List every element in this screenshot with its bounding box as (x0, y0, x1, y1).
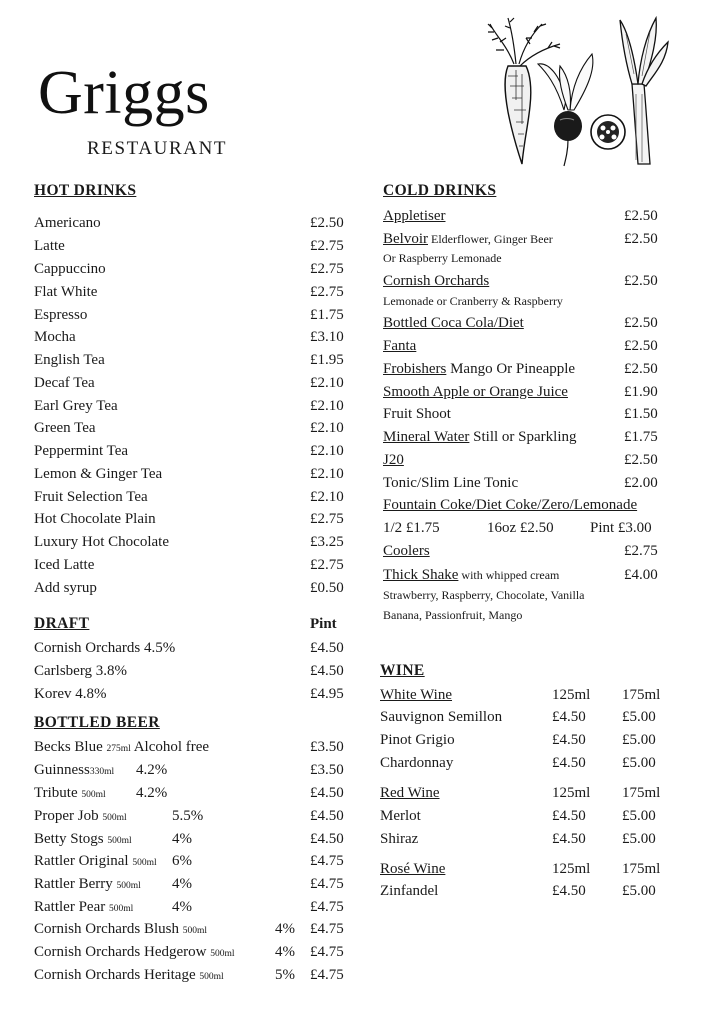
item-description: with whipped cream (458, 568, 560, 582)
item-size: 500ml (210, 949, 235, 959)
menu-item (34, 738, 344, 758)
wine-item (380, 882, 656, 900)
rose-wine-header (380, 860, 661, 878)
item-price: £4.75 (310, 967, 344, 983)
menu-item (383, 474, 658, 492)
menu-item (34, 328, 344, 346)
item-name: English Tea (34, 352, 105, 368)
item-price: £2.10 (310, 466, 344, 482)
menu-item (34, 943, 344, 963)
item-price: £3.10 (310, 329, 344, 345)
item-name: Proper Job (34, 808, 103, 824)
item-name: Cornish Orchards (383, 273, 490, 289)
menu-item (34, 966, 344, 986)
item-abv: 5% (275, 967, 295, 983)
item-price: £2.50 (624, 361, 658, 377)
item-description: Still or Sparkling (469, 429, 577, 445)
item-price: £4.75 (310, 921, 344, 937)
red-wine-header (380, 784, 661, 802)
item-abv: 6% (172, 853, 192, 869)
menu-item (34, 852, 344, 872)
item-note: Alcohol free (130, 739, 210, 755)
menu-item (34, 465, 344, 483)
menu-item (34, 283, 344, 301)
price-125: £4.50 (552, 709, 586, 725)
item-note: Strawberry, Raspberry, Chocolate, Vanilla (383, 588, 585, 602)
menu-item (34, 237, 344, 255)
menu-item (34, 374, 344, 392)
price-125: £4.50 (552, 831, 586, 847)
menu-item (383, 451, 658, 469)
wine-type-label: Rosé Wine (380, 861, 446, 877)
item-price: £2.75 (310, 238, 344, 254)
item-price: £3.50 (310, 762, 344, 778)
menu-item (34, 761, 344, 781)
item-name: Latte (34, 238, 65, 254)
item-name: Mocha (34, 329, 76, 345)
menu-item (383, 566, 658, 584)
wine-item (380, 731, 656, 749)
item-name: Thick Shake (383, 567, 459, 583)
menu-item (383, 383, 658, 401)
wine-item (380, 754, 656, 772)
item-name: Peppermint Tea (34, 443, 129, 459)
size-125-header: 125ml (552, 785, 591, 801)
menu-item (383, 405, 658, 423)
item-name: Carlsberg 3.8% (34, 663, 128, 679)
price-175: £5.00 (622, 808, 656, 824)
menu-item (34, 807, 344, 827)
item-abv: 4% (172, 876, 192, 892)
price-175: £5.00 (622, 883, 656, 899)
menu-item (34, 419, 344, 437)
menu-item (34, 662, 344, 680)
menu-item (34, 920, 344, 940)
item-price: £2.50 (624, 338, 658, 354)
fountain-prices (383, 519, 652, 537)
item-price: £4.75 (310, 876, 344, 892)
menu-item (34, 533, 344, 551)
item-size: 500ml (132, 858, 157, 868)
item-name: Hot Chocolate Plain (34, 511, 156, 527)
item-name: Flat White (34, 284, 98, 300)
item-note: Lemonade or Cranberry & Raspberry (383, 294, 563, 308)
item-name: Guinness (34, 762, 90, 778)
item-abv: 4% (172, 899, 192, 915)
item-name: J20 (383, 452, 404, 468)
price-175: £5.00 (622, 755, 656, 771)
item-note: Or Raspberry Lemonade (383, 251, 502, 265)
item-size: 330ml (89, 767, 115, 777)
wine-name: Chardonnay (380, 755, 454, 771)
price-175: £5.00 (622, 732, 656, 748)
menu-item (34, 306, 344, 324)
item-price: £4.50 (310, 831, 344, 847)
item-name: Coolers (383, 543, 430, 559)
item-price: £1.50 (624, 406, 658, 422)
pint-price: Pint £3.00 (590, 520, 652, 536)
item-name: Fountain Coke/Diet Coke/Zero/Lemonade (383, 497, 638, 513)
menu-item (383, 360, 658, 378)
menu-item (383, 496, 637, 514)
half-price: 1/2 £1.75 (383, 520, 440, 536)
item-price: £4.75 (310, 853, 344, 869)
item-name: Tribute (34, 785, 82, 801)
item-name: Fruit Selection Tea (34, 489, 148, 505)
white-wine-header (380, 686, 661, 704)
wine-name: Shiraz (380, 831, 419, 847)
item-price: £2.10 (310, 420, 344, 436)
menu-item (383, 314, 658, 332)
size-175-header: 175ml (622, 785, 661, 801)
menu-item (383, 207, 658, 225)
restaurant-name: Griggs (38, 59, 210, 127)
item-price: £4.00 (624, 567, 658, 583)
menu-item (34, 260, 344, 278)
item-name: Mineral Water (383, 429, 470, 445)
item-price: £2.10 (310, 375, 344, 391)
item-price: £2.75 (624, 543, 658, 559)
item-size: 500ml (81, 790, 106, 800)
item-name: Tonic/Slim Line Tonic (383, 475, 519, 491)
item-price: £0.50 (310, 580, 344, 596)
price-175: £5.00 (622, 831, 656, 847)
item-price: £2.00 (624, 475, 658, 491)
size-125-header: 125ml (552, 687, 591, 703)
item-price: £2.75 (310, 261, 344, 277)
item-price: £4.75 (310, 944, 344, 960)
item-name: Cappuccino (34, 261, 106, 277)
wine-item (380, 708, 656, 726)
item-name: Iced Latte (34, 557, 95, 573)
item-size: 500ml (107, 836, 132, 846)
item-name: Cornish Orchards Hedgerow (34, 944, 211, 960)
item-name: Rattler Pear (34, 899, 109, 915)
item-name: Rattler Original (34, 853, 133, 869)
item-price: £2.50 (624, 315, 658, 331)
item-name: Cornish Orchards 4.5% (34, 640, 176, 656)
price-125: £4.50 (552, 883, 586, 899)
price-125: £4.50 (552, 755, 586, 771)
item-price: £1.90 (624, 384, 658, 400)
menu-item (34, 639, 344, 657)
menu-item (34, 898, 344, 918)
item-price: £4.75 (310, 899, 344, 915)
size-175-header: 175ml (622, 861, 661, 877)
item-abv: 4% (275, 921, 295, 937)
item-name: Cornish Orchards Blush (34, 921, 183, 937)
item-name: Decaf Tea (34, 375, 95, 391)
item-abv: 4% (172, 831, 192, 847)
item-name: Cornish Orchards Heritage (34, 967, 200, 983)
item-name: Earl Grey Tea (34, 398, 118, 414)
item-price: £2.75 (310, 557, 344, 573)
item-size: 500ml (116, 881, 141, 891)
menu-item (383, 428, 658, 446)
item-name: Lemon & Ginger Tea (34, 466, 163, 482)
item-size: 500ml (108, 904, 134, 914)
cold-drinks-heading: COLD DRINKS (383, 182, 497, 199)
draft-heading: DRAFT (34, 615, 90, 632)
price-125: £4.50 (552, 732, 586, 748)
item-size: 500ml (199, 972, 224, 982)
menu-item (34, 488, 344, 506)
item-price: £2.10 (310, 489, 344, 505)
menu-item (383, 230, 658, 248)
bottled-beer-heading: BOTTLED BEER (34, 714, 160, 731)
item-name: Smooth Apple or Orange Juice (383, 384, 568, 400)
item-price: £2.75 (310, 511, 344, 527)
menu-item (34, 784, 344, 804)
item-name: Americano (34, 215, 101, 231)
menu-item (34, 510, 344, 528)
wine-name: Sauvignon Semillon (380, 709, 503, 725)
item-size: 500ml (102, 813, 127, 823)
item-price: £2.75 (310, 284, 344, 300)
item-price: £2.50 (624, 231, 658, 247)
item-price: £1.75 (624, 429, 658, 445)
item-name: Add syrup (34, 580, 97, 596)
item-description: Elderflower, Ginger Beer (428, 232, 553, 246)
item-price: £4.95 (310, 686, 344, 702)
menu-item (34, 442, 344, 460)
item-name: Bottled Coca Cola/Diet (383, 315, 524, 331)
item-name: Espresso (34, 307, 88, 323)
menu-item (383, 542, 658, 560)
menu-item (34, 214, 344, 232)
price-175: £5.00 (622, 709, 656, 725)
item-name: Green Tea (34, 420, 96, 436)
wine-name: Zinfandel (380, 883, 439, 899)
menu-item (383, 272, 658, 290)
item-price: £1.95 (310, 352, 344, 368)
item-price: £4.50 (310, 663, 344, 679)
menu-item (34, 579, 344, 597)
hot-drinks-heading: HOT DRINKS (34, 182, 137, 199)
menu-item (34, 830, 344, 850)
item-name: Betty Stogs (34, 831, 108, 847)
item-price: £4.50 (310, 808, 344, 824)
item-price: £3.50 (310, 739, 344, 755)
item-abv: 4% (275, 944, 295, 960)
menu-item (34, 685, 344, 703)
menu-item (34, 397, 344, 415)
item-price: £2.50 (310, 215, 344, 231)
wine-name: Pinot Grigio (380, 732, 455, 748)
wine-type-label: Red Wine (380, 785, 440, 801)
item-price: £1.75 (310, 307, 344, 323)
size-125-header: 125ml (552, 861, 591, 877)
item-name: Fanta (383, 338, 417, 354)
item-abv: 4.2% (136, 762, 168, 778)
item-price: £2.50 (624, 208, 658, 224)
wine-type-label: White Wine (380, 687, 453, 703)
item-name: Belvoir (383, 231, 428, 247)
item-size: 500ml (182, 926, 208, 936)
item-description: Mango Or Pineapple (446, 361, 576, 377)
item-price: £4.50 (310, 785, 344, 801)
wine-item (380, 830, 656, 848)
menu-item (34, 875, 344, 895)
item-abv: 4.2% (136, 785, 168, 801)
wine-heading: WINE (380, 662, 425, 679)
item-price: £2.10 (310, 443, 344, 459)
item-name: Becks Blue (34, 739, 107, 755)
item-price: £3.25 (310, 534, 344, 550)
item-name: Rattler Berry (34, 876, 117, 892)
wine-item (380, 807, 656, 825)
item-abv: 5.5% (172, 808, 204, 824)
restaurant-subtitle: RESTAURANT (87, 138, 228, 159)
menu-item (34, 351, 344, 369)
menu-item (383, 337, 658, 355)
item-name: Appletiser (383, 208, 446, 224)
vegetables-illustration (486, 14, 670, 168)
item-note: Banana, Passionfruit, Mango (383, 608, 523, 622)
menu-item (34, 556, 344, 574)
item-name: Korev 4.8% (34, 686, 107, 702)
item-price: £2.50 (624, 273, 658, 289)
item-price: £2.50 (624, 452, 658, 468)
item-name: Frobishers (383, 361, 447, 377)
item-size: 275ml (106, 744, 131, 754)
item-name: Luxury Hot Chocolate (34, 534, 169, 550)
item-name: Fruit Shoot (383, 406, 451, 422)
pint-column-header: Pint (310, 616, 337, 632)
size-175-header: 175ml (622, 687, 661, 703)
wine-name: Merlot (380, 808, 421, 824)
item-price: £4.50 (310, 640, 344, 656)
restaurant-logo (38, 59, 228, 159)
price-125: £4.50 (552, 808, 586, 824)
16oz-price: 16oz £2.50 (487, 520, 554, 536)
item-price: £2.10 (310, 398, 344, 414)
